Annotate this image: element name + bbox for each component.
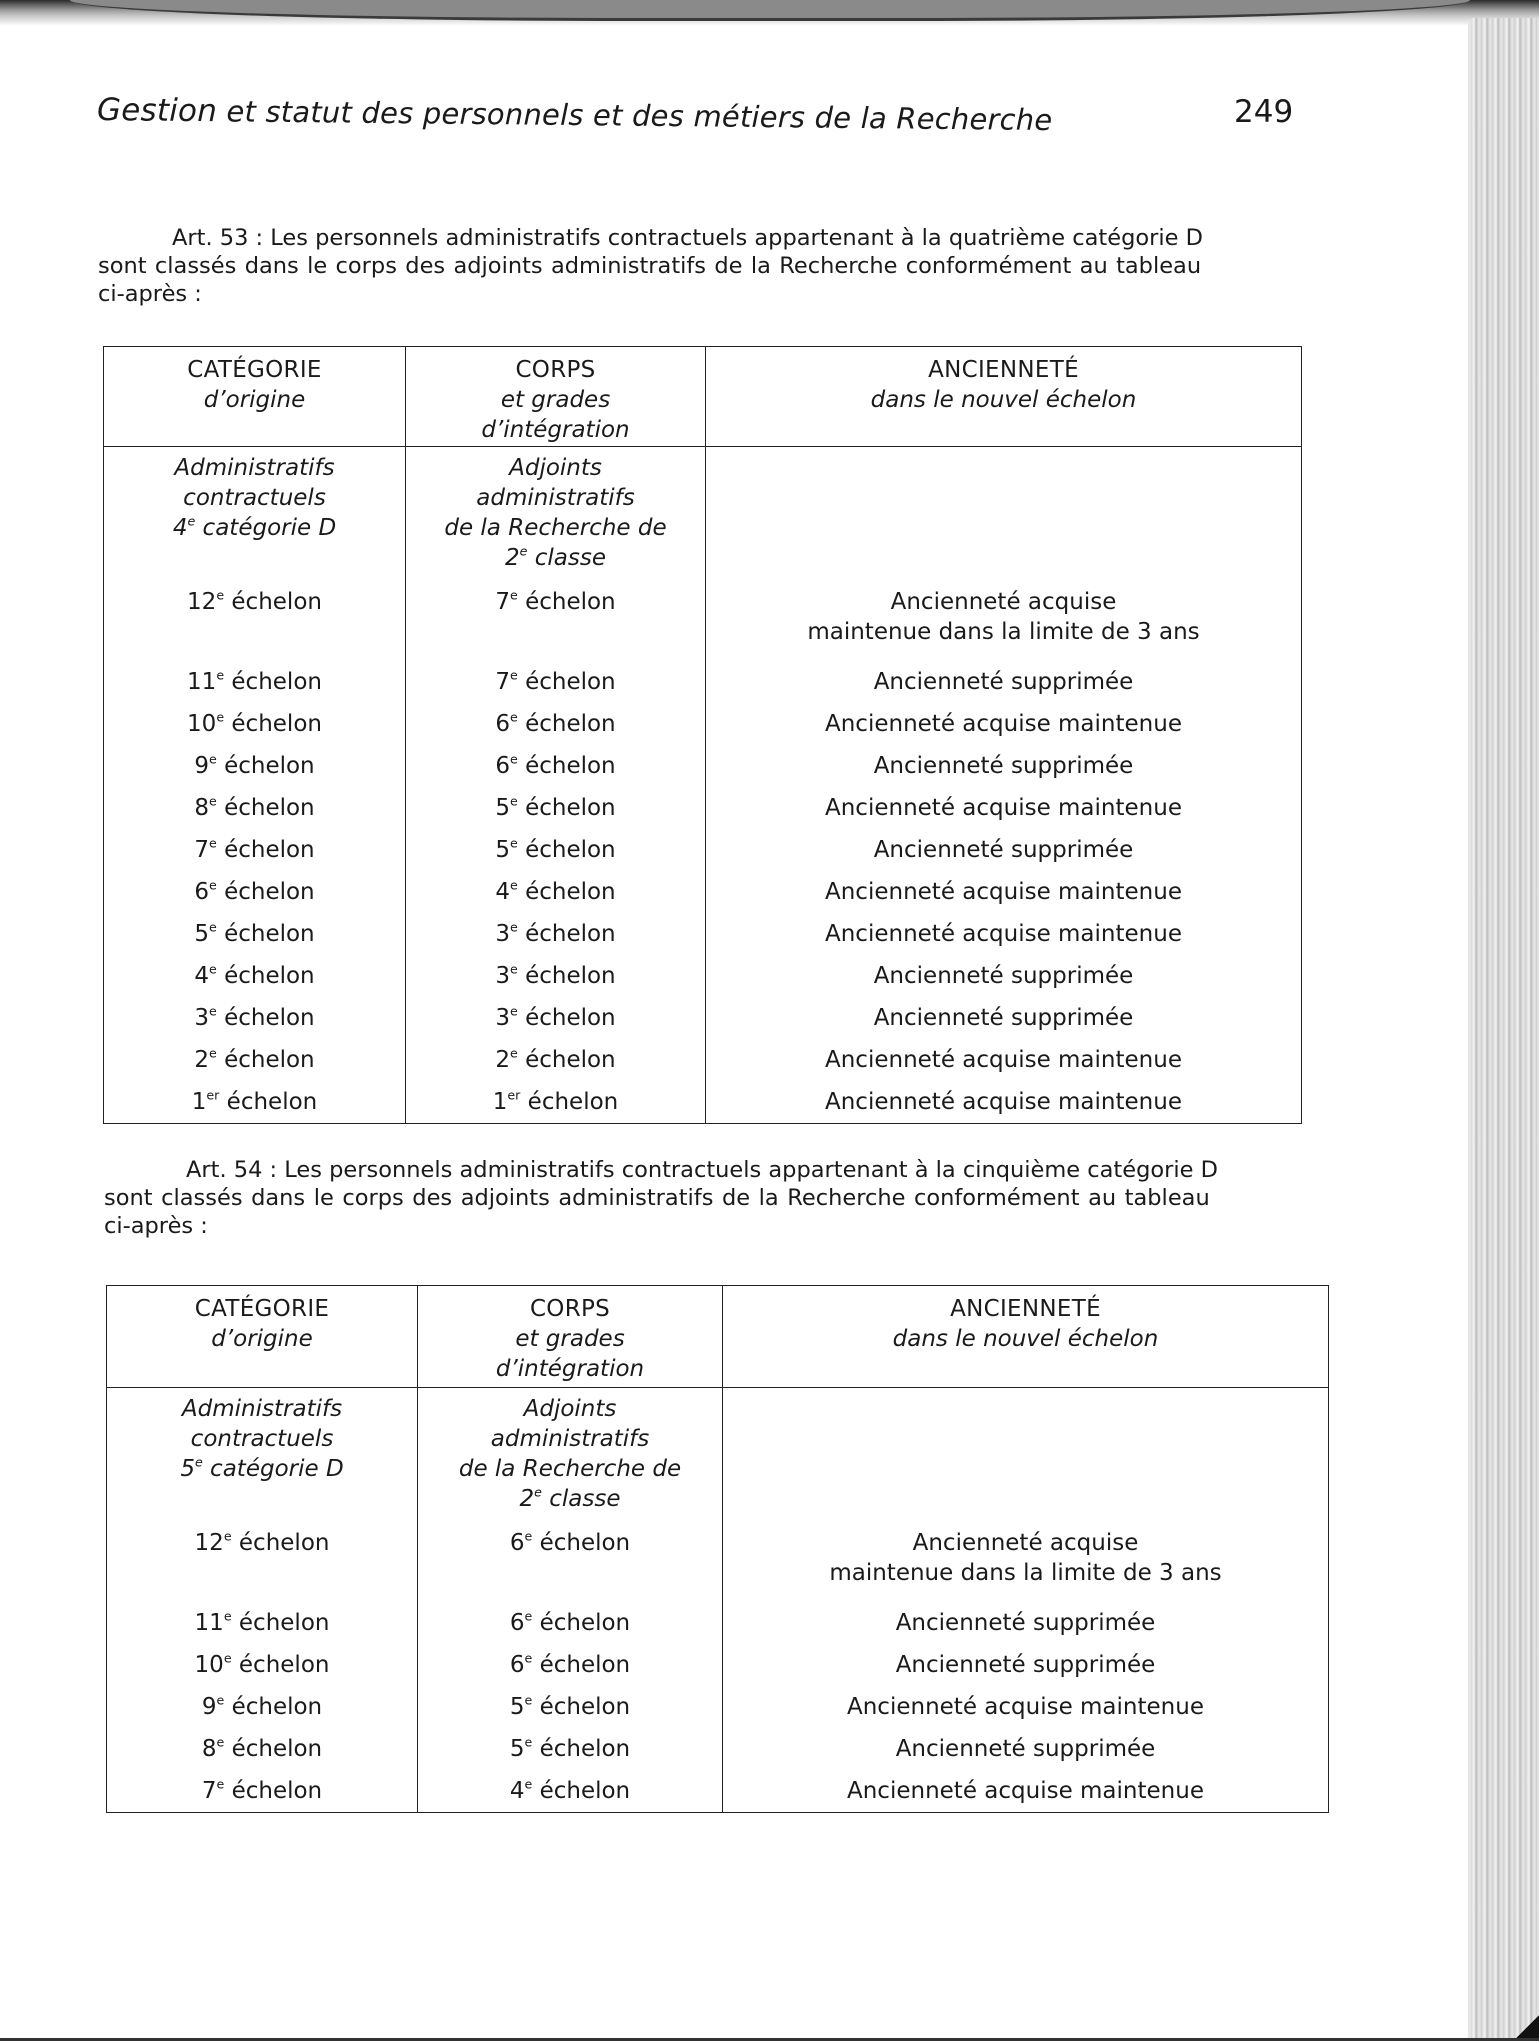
group-anciennete-cell [706, 447, 1302, 582]
group-origin-line: contractuels [183, 485, 326, 511]
cell-anciennete: Ancienneté acquise maintenue [706, 1081, 1302, 1124]
table-row [104, 1081, 1302, 1124]
header-anciennete [723, 1286, 1329, 1388]
cell-origine: 7e échelon [107, 1770, 418, 1813]
cell-origine: 1er échelon [104, 1081, 406, 1124]
cell-origine: 3e échelon [104, 997, 406, 1039]
group-corps-line: de la Recherche de [444, 515, 667, 541]
cell-anciennete: Ancienneté acquise maintenue dans la limite de 3 ans [706, 581, 1302, 661]
group-corps-cell [406, 447, 706, 582]
cell-origine: 8e échelon [107, 1728, 418, 1770]
header-subtitle: d’intégration [481, 417, 630, 443]
article-53-line-3: ci-après : [98, 281, 202, 307]
group-corps-line: 2e classe [519, 1484, 621, 1512]
cell-integration: 5e échelon [418, 1686, 723, 1728]
header-categorie [107, 1286, 418, 1388]
group-origin-line: contractuels [190, 1426, 334, 1452]
cell-integration: 6e échelon [418, 1602, 723, 1644]
cell-integration: 5e échelon [406, 829, 706, 871]
cell-origine: 11e échelon [104, 661, 406, 703]
cell-origine: 12e échelon [107, 1522, 418, 1602]
cell-integration: 5e échelon [418, 1728, 723, 1770]
cell-origine: 11e échelon [107, 1602, 418, 1644]
page-number: 249 [1234, 94, 1294, 130]
cell-origine: 8e échelon [104, 787, 406, 829]
cell-integration: 7e échelon [406, 581, 706, 661]
cell-anciennete: Ancienneté acquise maintenue [706, 787, 1302, 829]
header-subtitle: et grades [515, 1326, 625, 1352]
header-subtitle: dans le nouvel échelon [870, 387, 1137, 413]
table-row [107, 1644, 1329, 1686]
header-corps [406, 347, 706, 447]
table-row [107, 1602, 1329, 1644]
table-row [104, 787, 1302, 829]
header-title: CORPS [515, 357, 596, 383]
cell-anciennete: Ancienneté acquise maintenue [706, 703, 1302, 745]
table-art-54 [106, 1285, 1329, 1813]
table-row [104, 745, 1302, 787]
article-53-paragraph [98, 224, 1302, 308]
running-head [97, 92, 1297, 141]
cell-origine: 9e échelon [104, 745, 406, 787]
corner-shadow [1515, 2013, 1539, 2041]
cell-anciennete: Ancienneté acquise maintenue [706, 913, 1302, 955]
header-subtitle: d’intégration [495, 1356, 645, 1382]
group-corps-line: administratifs [476, 485, 635, 511]
table-row [104, 703, 1302, 745]
cell-origine: 10e échelon [104, 703, 406, 745]
table-row [107, 1686, 1329, 1728]
group-corps-line: de la Recherche de [458, 1456, 682, 1482]
cell-integration: 5e échelon [406, 787, 706, 829]
header-subtitle: d’origine [211, 1326, 313, 1352]
article-54-line-3: ci-après : [104, 1213, 208, 1239]
table-row [104, 913, 1302, 955]
article-53-line-1: Art. 53 : Les personnels administratifs contractuels appartenant à la quatrième catégorie D [172, 225, 1203, 251]
page-edge-line [1468, 20, 1471, 2041]
cell-integration: 7e échelon [406, 661, 706, 703]
header-corps [418, 1286, 723, 1388]
group-origin-line: Administratifs [174, 455, 335, 481]
group-corps-cell [418, 1388, 723, 1523]
cell-anciennete: Ancienneté supprimée [706, 829, 1302, 871]
article-54-line-1: Art. 54 : Les personnels administratifs contractuels appartenant à la cinquième catégorie D [186, 1157, 1218, 1183]
table-header-row [104, 347, 1302, 447]
table-row [107, 1522, 1329, 1602]
group-corps-line: Adjoints [523, 1396, 617, 1422]
cell-integration: 6e échelon [418, 1522, 723, 1602]
table-row [104, 661, 1302, 703]
cell-anciennete: Ancienneté acquise maintenue [706, 871, 1302, 913]
group-origin-line: 4e catégorie D [172, 513, 337, 541]
table-row [104, 997, 1302, 1039]
cell-origine: 4e échelon [104, 955, 406, 997]
cell-anciennete: Ancienneté supprimée [723, 1644, 1329, 1686]
header-subtitle: dans le nouvel échelon [892, 1326, 1159, 1352]
group-corps-line: 2e classe [505, 543, 606, 571]
group-origin-cell [104, 447, 406, 582]
cell-integration: 4e échelon [418, 1770, 723, 1813]
cell-integration: 3e échelon [406, 955, 706, 997]
header-categorie [104, 347, 406, 447]
page-stack-edge [1471, 18, 1539, 2041]
cell-integration: 3e échelon [406, 913, 706, 955]
group-row [107, 1388, 1329, 1523]
article-53-line-2: sont classés dans le corps des adjoints administratifs de la Recherche conformément au tableau [98, 253, 1202, 279]
group-corps-line: Adjoints [509, 455, 602, 481]
cell-anciennete: Ancienneté supprimée [723, 1602, 1329, 1644]
cell-origine: 9e échelon [107, 1686, 418, 1728]
cell-anciennete: Ancienneté acquise maintenue [723, 1686, 1329, 1728]
cell-origine: 7e échelon [104, 829, 406, 871]
header-subtitle: et grades [500, 387, 611, 413]
cell-integration: 6e échelon [406, 745, 706, 787]
cell-anciennete: Ancienneté supprimée [706, 955, 1302, 997]
group-anciennete-cell [723, 1388, 1329, 1523]
cell-integration: 2e échelon [406, 1039, 706, 1081]
cell-anciennete: Ancienneté supprimée [706, 745, 1302, 787]
cell-integration: 3e échelon [406, 997, 706, 1039]
article-54-line-2: sont classés dans le corps des adjoints administratifs de la Recherche conformément au tableau [104, 1185, 1210, 1211]
group-row [104, 447, 1302, 582]
header-title: CATÉGORIE [194, 1296, 330, 1322]
cell-integration: 6e échelon [406, 703, 706, 745]
article-54-paragraph [104, 1156, 1326, 1240]
cell-anciennete: Ancienneté acquise maintenue [723, 1770, 1329, 1813]
cell-anciennete: Ancienneté supprimée [706, 997, 1302, 1039]
cell-origine: 2e échelon [104, 1039, 406, 1081]
cell-integration: 1er échelon [406, 1081, 706, 1124]
group-corps-line: administratifs [490, 1426, 650, 1452]
header-title: ANCIENNETÉ [950, 1296, 1101, 1322]
table-row [104, 955, 1302, 997]
table-row [107, 1770, 1329, 1813]
cell-integration: 4e échelon [406, 871, 706, 913]
cell-anciennete: Ancienneté acquise maintenue [706, 1039, 1302, 1081]
table-row [104, 581, 1302, 661]
header-title: CATÉGORIE [187, 357, 322, 383]
cell-origine: 12e échelon [104, 581, 406, 661]
header-title: CORPS [529, 1296, 611, 1322]
header-anciennete [706, 347, 1302, 447]
table-row [104, 1039, 1302, 1081]
table-row [104, 829, 1302, 871]
cell-anciennete: Ancienneté acquise maintenue dans la limite de 3 ans [723, 1522, 1329, 1602]
group-origin-line: 5e catégorie D [180, 1454, 344, 1482]
cell-origine: 10e échelon [107, 1644, 418, 1686]
running-head-first-word: Gestion [96, 92, 218, 130]
running-head-rest: et statut des personnels et des métiers de la Recherche [216, 94, 1053, 138]
table-header-row [107, 1286, 1329, 1388]
cell-anciennete: Ancienneté supprimée [706, 661, 1302, 703]
table-row [107, 1728, 1329, 1770]
header-title: ANCIENNETÉ [928, 357, 1079, 383]
table-row [104, 871, 1302, 913]
group-origin-cell [107, 1388, 418, 1523]
cell-origine: 6e échelon [104, 871, 406, 913]
cell-origine: 5e échelon [104, 913, 406, 955]
cell-integration: 6e échelon [418, 1644, 723, 1686]
cell-anciennete: Ancienneté supprimée [723, 1728, 1329, 1770]
table-art-53 [103, 346, 1302, 1124]
header-subtitle: d’origine [203, 387, 306, 413]
group-origin-line: Administratifs [181, 1396, 343, 1422]
